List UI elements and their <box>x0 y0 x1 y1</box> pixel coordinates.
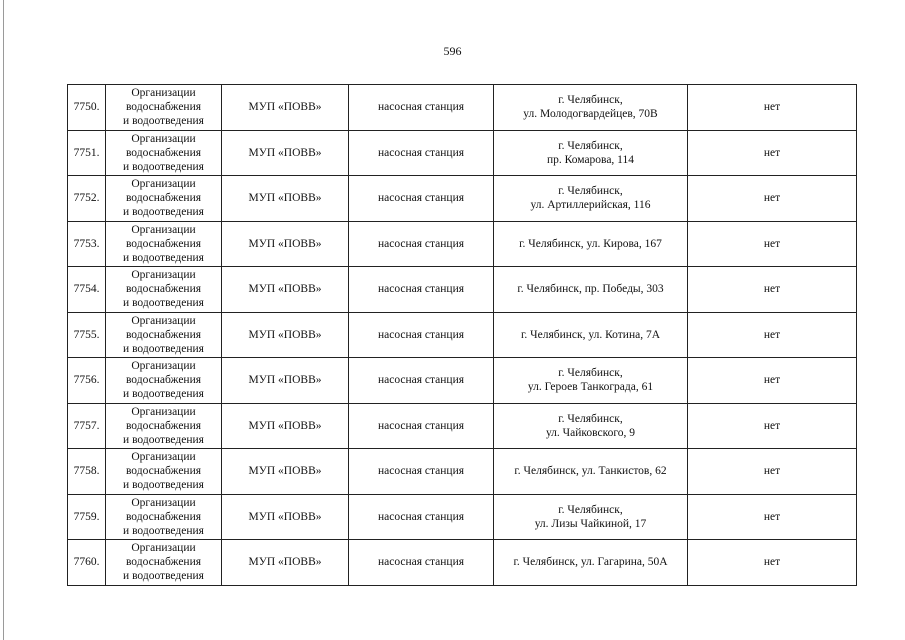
value-cell: нет <box>688 312 857 358</box>
table-row <box>68 130 857 176</box>
organization-type-line: и водоотведения <box>123 342 204 355</box>
object-type-cell: насосная станция <box>349 176 494 222</box>
address-line: г. Челябинск, ул. Гагарина, 50А <box>513 556 668 569</box>
organization-type-line: водоснабжения <box>125 510 202 523</box>
address-cell <box>494 358 688 404</box>
address-line: ул. Чайковского, 9 <box>545 426 636 439</box>
value-cell: нет <box>688 449 857 495</box>
address-cell <box>494 494 688 540</box>
owner-cell: МУП «ПОВВ» <box>222 176 349 222</box>
organization-type-line: и водоотведения <box>123 388 204 401</box>
owner-cell: МУП «ПОВВ» <box>222 312 349 358</box>
address-cell <box>494 85 688 131</box>
address-line: пр. Комарова, 114 <box>546 153 635 166</box>
address-cell <box>494 540 688 586</box>
address-cell <box>494 221 688 267</box>
row-number-cell: 7756. <box>68 358 106 404</box>
organization-type-line: водоснабжения <box>125 146 202 159</box>
address-cell <box>494 267 688 313</box>
registry-table <box>67 84 857 586</box>
address-line: ул. Лизы Чайкиной, 17 <box>534 517 647 530</box>
address-line: ул. Артиллерийская, 116 <box>530 199 651 212</box>
row-number-cell: 7757. <box>68 403 106 449</box>
object-type-cell: насосная станция <box>349 312 494 358</box>
owner-cell: МУП «ПОВВ» <box>222 85 349 131</box>
organization-type-line: водоснабжения <box>125 237 202 250</box>
value-cell: нет <box>688 85 857 131</box>
organization-type-line: Организации <box>131 405 196 418</box>
organization-type-cell <box>106 267 222 313</box>
organization-type-line: и водоотведения <box>123 297 204 310</box>
value-cell: нет <box>688 176 857 222</box>
owner-cell: МУП «ПОВВ» <box>222 358 349 404</box>
table-row <box>68 267 857 313</box>
owner-cell: МУП «ПОВВ» <box>222 221 349 267</box>
owner-cell: МУП «ПОВВ» <box>222 494 349 540</box>
object-type-cell: насосная станция <box>349 85 494 131</box>
organization-type-line: Организации <box>131 314 196 327</box>
registry-table-body <box>68 85 857 586</box>
address-cell <box>494 403 688 449</box>
organization-type-line: водоснабжения <box>125 192 202 205</box>
organization-type-line: Организации <box>131 132 196 145</box>
organization-type-line: водоснабжения <box>125 465 202 478</box>
object-type-cell: насосная станция <box>349 267 494 313</box>
row-number-cell: 7751. <box>68 130 106 176</box>
organization-type-line: и водоотведения <box>123 251 204 264</box>
address-line: ул. Героев Танкограда, 61 <box>527 381 654 394</box>
address-line: г. Челябинск, <box>558 367 623 380</box>
organization-type-line: Организации <box>131 451 196 464</box>
value-cell: нет <box>688 540 857 586</box>
table-row <box>68 358 857 404</box>
organization-type-cell <box>106 358 222 404</box>
owner-cell: МУП «ПОВВ» <box>222 403 349 449</box>
scan-edge-line <box>3 0 4 640</box>
organization-type-cell <box>106 221 222 267</box>
organization-type-line: и водоотведения <box>123 570 204 583</box>
organization-type-line: и водоотведения <box>123 206 204 219</box>
table-row <box>68 449 857 495</box>
organization-type-cell <box>106 494 222 540</box>
address-line: г. Челябинск, <box>558 94 623 107</box>
address-line: г. Челябинск, <box>558 503 623 516</box>
organization-type-cell <box>106 176 222 222</box>
owner-cell: МУП «ПОВВ» <box>222 540 349 586</box>
row-number-cell: 7758. <box>68 449 106 495</box>
address-cell <box>494 449 688 495</box>
row-number-cell: 7752. <box>68 176 106 222</box>
table-row <box>68 312 857 358</box>
organization-type-line: Организации <box>131 360 196 373</box>
organization-type-line: Организации <box>131 87 196 100</box>
organization-type-line: водоснабжения <box>125 374 202 387</box>
object-type-cell: насосная станция <box>349 540 494 586</box>
organization-type-line: Организации <box>131 542 196 555</box>
organization-type-line: водоснабжения <box>125 101 202 114</box>
address-cell <box>494 312 688 358</box>
value-cell: нет <box>688 358 857 404</box>
row-number-cell: 7753. <box>68 221 106 267</box>
organization-type-line: и водоотведения <box>123 479 204 492</box>
table-row <box>68 494 857 540</box>
organization-type-cell <box>106 449 222 495</box>
organization-type-cell <box>106 312 222 358</box>
address-cell <box>494 176 688 222</box>
page-number: 596 <box>443 44 462 58</box>
value-cell: нет <box>688 221 857 267</box>
value-cell: нет <box>688 494 857 540</box>
object-type-cell: насосная станция <box>349 130 494 176</box>
object-type-cell: насосная станция <box>349 449 494 495</box>
owner-cell: МУП «ПОВВ» <box>222 130 349 176</box>
organization-type-line: и водоотведения <box>123 524 204 537</box>
address-line: г. Челябинск, <box>558 412 623 425</box>
value-cell: нет <box>688 130 857 176</box>
address-line: г. Челябинск, <box>558 139 623 152</box>
owner-cell: МУП «ПОВВ» <box>222 267 349 313</box>
object-type-cell: насосная станция <box>349 358 494 404</box>
value-cell: нет <box>688 267 857 313</box>
organization-type-cell <box>106 540 222 586</box>
address-line: г. Челябинск, ул. Танкистов, 62 <box>514 465 667 478</box>
organization-type-line: Организации <box>131 269 196 282</box>
address-cell <box>494 130 688 176</box>
table-row <box>68 176 857 222</box>
object-type-cell: насосная станция <box>349 221 494 267</box>
organization-type-line: Организации <box>131 223 196 236</box>
organization-type-cell <box>106 403 222 449</box>
organization-type-line: Организации <box>131 496 196 509</box>
organization-type-line: и водоотведения <box>123 115 204 128</box>
address-line: г. Челябинск, ул. Котина, 7А <box>520 328 661 341</box>
address-line: г. Челябинск, <box>558 185 623 198</box>
owner-cell: МУП «ПОВВ» <box>222 449 349 495</box>
object-type-cell: насосная станция <box>349 494 494 540</box>
row-number-cell: 7750. <box>68 85 106 131</box>
organization-type-line: водоснабжения <box>125 556 202 569</box>
organization-type-line: водоснабжения <box>125 328 202 341</box>
organization-type-line: водоснабжения <box>125 283 202 296</box>
organization-type-line: водоснабжения <box>125 419 202 432</box>
row-number-cell: 7760. <box>68 540 106 586</box>
address-line: ул. Молодогвардейцев, 70В <box>523 108 658 121</box>
organization-type-line: и водоотведения <box>123 433 204 446</box>
object-type-cell: насосная станция <box>349 403 494 449</box>
address-line: г. Челябинск, ул. Кирова, 167 <box>519 237 662 250</box>
organization-type-cell <box>106 85 222 131</box>
value-cell: нет <box>688 403 857 449</box>
table-row <box>68 403 857 449</box>
address-line: г. Челябинск, пр. Победы, 303 <box>517 283 664 296</box>
table-row <box>68 221 857 267</box>
organization-type-line: Организации <box>131 178 196 191</box>
table-row <box>68 85 857 131</box>
organization-type-cell <box>106 130 222 176</box>
organization-type-line: и водоотведения <box>123 160 204 173</box>
table-row <box>68 540 857 586</box>
row-number-cell: 7755. <box>68 312 106 358</box>
row-number-cell: 7754. <box>68 267 106 313</box>
row-number-cell: 7759. <box>68 494 106 540</box>
